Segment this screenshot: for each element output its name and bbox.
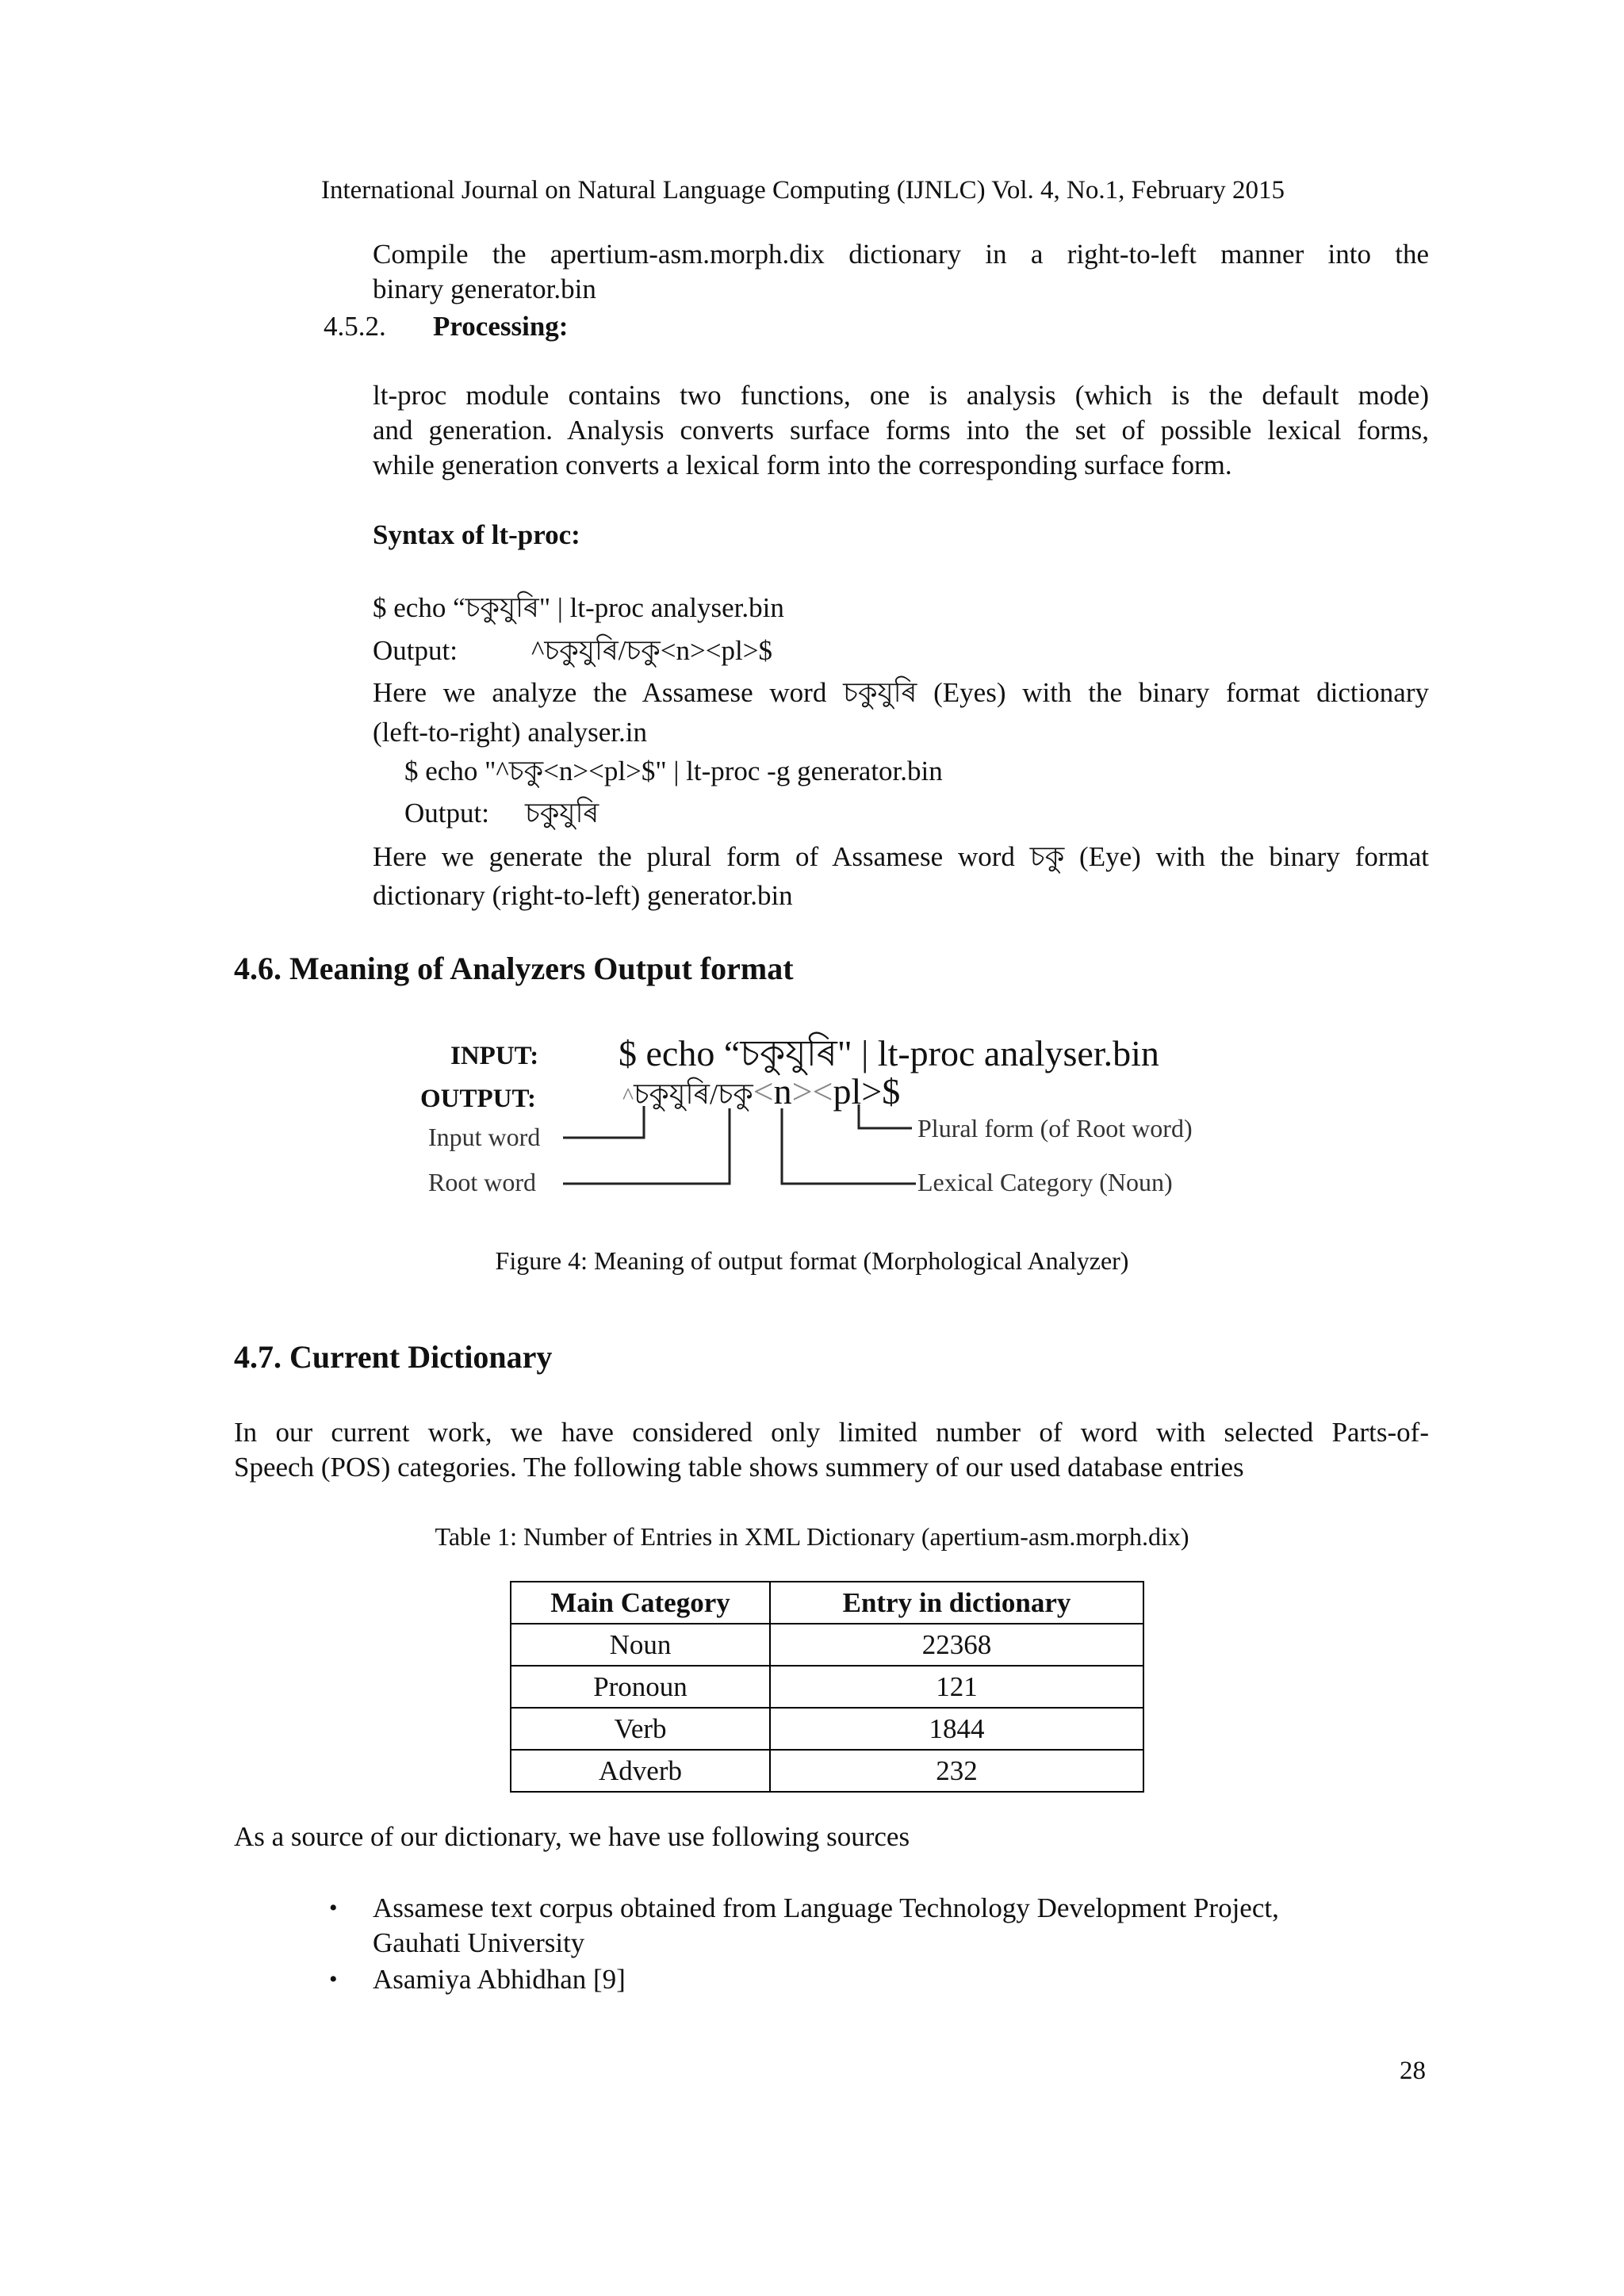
table-cell-count: 232	[770, 1750, 1143, 1792]
connector-input-word	[563, 1106, 644, 1138]
figure-output-caret: ^	[622, 1083, 634, 1109]
table-cell-category: Verb	[511, 1708, 770, 1750]
figure-output-root: চকু	[718, 1078, 753, 1110]
annotation-input-word: Input word	[428, 1123, 541, 1151]
figure-4	[412, 1015, 1285, 1237]
output-value-1: ^চকুযুৰি/চকু<n><pl>$	[531, 635, 772, 666]
annotation-root-word: Root word	[428, 1168, 536, 1196]
table-cell-category: Noun	[511, 1624, 770, 1666]
analyze-para-line-2: (left-to-right) analyser.in	[373, 717, 647, 748]
compile-line-2: binary generator.bin	[373, 274, 596, 304]
table-header-row	[511, 1582, 1143, 1624]
dictionary-table	[510, 1581, 1144, 1793]
bullet-marker: •	[329, 1895, 338, 1921]
syntax-command-1: $ echo “চকুযুৰি" | lt-proc analyser.bin	[373, 592, 784, 623]
table-cell-count: 121	[770, 1666, 1143, 1708]
figure-output-gtdollar: >$	[861, 1071, 901, 1112]
current-para-line-1: In our current work, we have considered only limited number of word with selected Parts-of-	[234, 1417, 1429, 1448]
source-item-1-line-2: Gauhati University	[373, 1927, 585, 1958]
table-1-caption: Table 1: Number of Entries in XML Dictionary (apertium-asm.morph.dix)	[435, 1522, 1189, 1551]
figure-output-slash: /	[710, 1078, 718, 1110]
figure-output-n: n	[773, 1071, 792, 1112]
table-row	[511, 1750, 1143, 1792]
section-number-452: 4.5.2.	[324, 311, 386, 342]
section-title-46: 4.6. Meaning of Analyzers Output format	[234, 951, 794, 986]
figure-output-lt: <	[753, 1071, 774, 1112]
annotation-plural-form: Plural form (of Root word)	[917, 1114, 1193, 1142]
figure-input-label: INPUT:	[450, 1042, 539, 1070]
generate-para-line-2: dictionary (right-to-left) generator.bin	[373, 880, 793, 911]
compile-line-1: Compile the apertium-asm.morph.dix dictionary in a right-to-left manner into the	[373, 239, 1429, 270]
output-label-2: Output:	[404, 798, 489, 828]
figure-output-gtlt: ><	[791, 1071, 833, 1112]
processing-line-3: while generation converts a lexical form into the corresponding surface form.	[373, 450, 1232, 480]
figure-4-caption: Figure 4: Meaning of output format (Morphological Analyzer)	[495, 1246, 1129, 1275]
page-number: 28	[1400, 2057, 1426, 2085]
analyze-para-line-1: Here we analyze the Assamese word চকুযুৰি (Eyes) with the binary format dictionary	[373, 677, 1429, 708]
table-header-entry: Entry in dictionary	[770, 1582, 1143, 1624]
table-header-main-category: Main Category	[511, 1582, 770, 1624]
current-para-line-2: Speech (POS) categories. The following table shows summery of our used database entries	[234, 1452, 1244, 1483]
section-title-processing: Processing:	[433, 311, 569, 342]
figure-output-pl: pl	[833, 1071, 862, 1112]
connector-root-word	[563, 1108, 730, 1184]
table-row	[511, 1666, 1143, 1708]
source-item-2-line-1: Asamiya Abhidhan [9]	[373, 1964, 626, 1995]
sources-intro: As a source of our dictionary, we have use following sources	[234, 1821, 910, 1852]
table-row	[511, 1708, 1143, 1750]
annotation-lexical-category: Lexical Category (Noun)	[917, 1168, 1173, 1196]
table-row	[511, 1624, 1143, 1666]
figure-output-label: OUTPUT:	[420, 1085, 537, 1113]
syntax-command-2: $ echo "^চকু<n><pl>$" | lt-proc -g generator.bin	[404, 756, 943, 786]
section-title-47: 4.7. Current Dictionary	[234, 1339, 553, 1375]
source-item-1-line-1: Assamese text corpus obtained from Language Technology Development Project,	[373, 1892, 1279, 1923]
processing-line-2: and generation. Analysis converts surface forms into the set of possible lexical forms,	[373, 415, 1429, 446]
output-label-1: Output:	[373, 635, 458, 666]
table-cell-count: 1844	[770, 1708, 1143, 1750]
generate-para-line-1: Here we generate the plural form of Assamese word চকু (Eye) with the binary format	[373, 841, 1429, 872]
table-cell-count: 22368	[770, 1624, 1143, 1666]
bullet-marker: •	[329, 1966, 338, 1992]
connector-lexical	[782, 1108, 916, 1184]
figure-output-word: চকুযুৰি	[634, 1078, 710, 1110]
processing-line-1: lt-proc module contains two functions, one is analysis (which is the default mode)	[373, 380, 1429, 411]
output-value-2: চকুযুৰি	[525, 798, 599, 828]
table-cell-category: Adverb	[511, 1750, 770, 1792]
figure-input-command: $ echo “চকুযুৰি" | lt-proc analyser.bin	[619, 1033, 1159, 1073]
table-cell-category: Pronoun	[511, 1666, 770, 1708]
journal-header: International Journal on Natural Language Computing (IJNLC) Vol. 4, No.1, February 2015	[321, 176, 1285, 205]
connector-plural	[859, 1104, 912, 1128]
syntax-heading: Syntax of lt-proc:	[373, 519, 580, 550]
